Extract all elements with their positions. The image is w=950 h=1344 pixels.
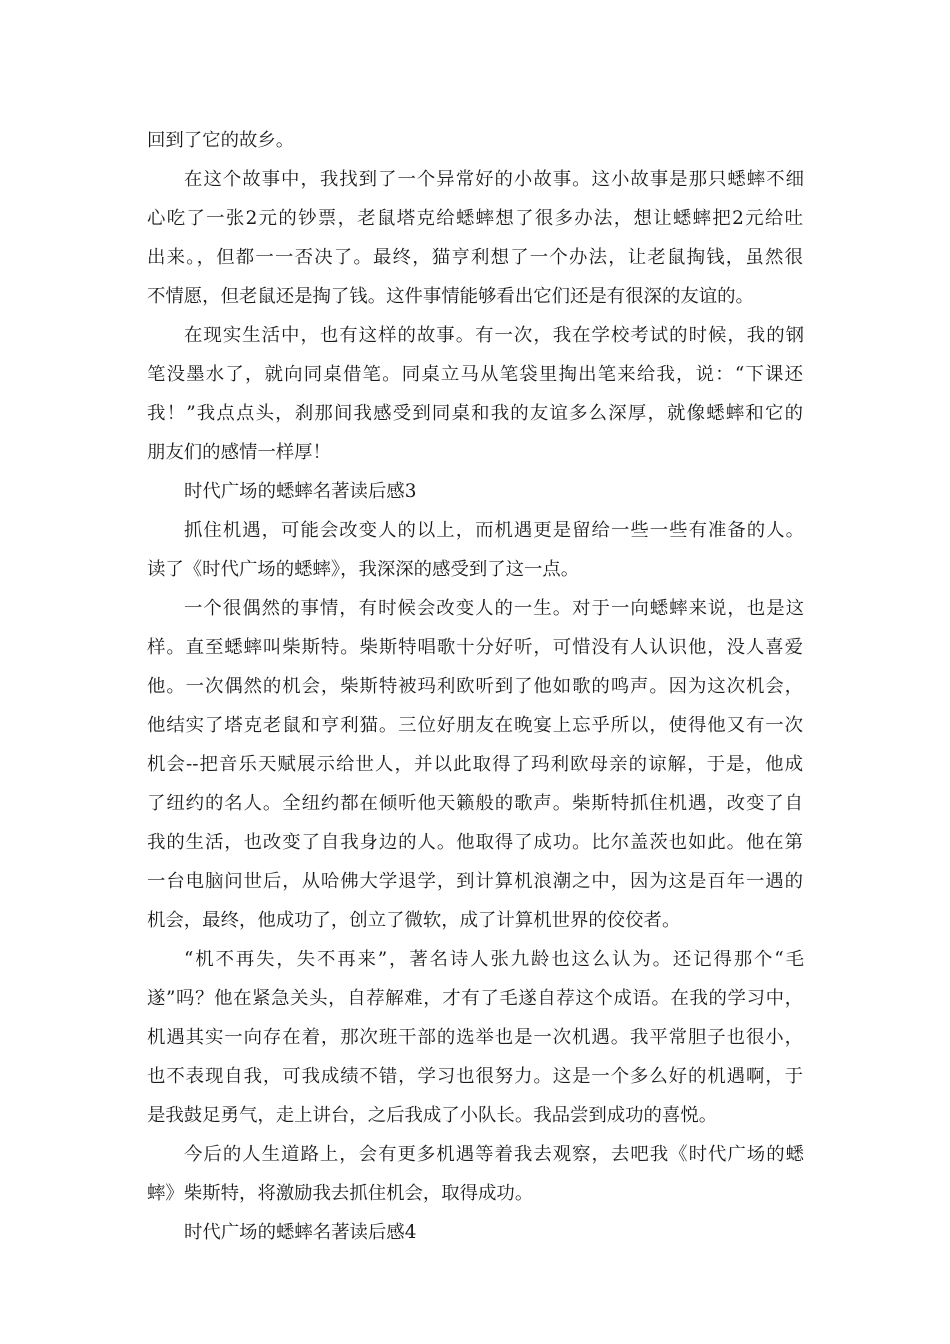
text-line: 今后的人生道路上，会有更多机遇等着我去观察，去吧我《时代广场的蟋 xyxy=(184,1144,804,1165)
text-line: 他。一次偶然的机会，柴斯特被玛利欧听到了他如歌的鸣声。因为这次机会， xyxy=(147,676,803,697)
text-line: 出来。，但都一一否决了。最终，猫亨利想了一个办法，让老鼠掏钱，虽然很 xyxy=(147,247,803,268)
section-heading: 时代广场的蟋蟀名著读后感3 xyxy=(184,481,417,502)
text-line: 我的生活，也改变了自我身边的人。他取得了成功。比尔盖茨也如此。他在第 xyxy=(147,832,803,853)
text-line: 我！”我点点头，刹那间我感受到同桌和我的友谊多么深厚，就像蟋蟀和它的 xyxy=(147,403,803,424)
text-line: 心吃了一张2元的钞票，老鼠塔克给蟋蟀想了很多办法，想让蟋蟀把2元给吐 xyxy=(147,208,803,229)
text-line: 蟀》柴斯特，将激励我去抓住机会，取得成功。 xyxy=(147,1183,534,1204)
text-line: 机会--把音乐天赋展示给世人，并以此取得了玛利欧母亲的谅解，于是，他成 xyxy=(147,754,803,775)
text-line: 一个很偶然的事情，有时候会改变人的一生。对于一向蟋蟀来说，也是这 xyxy=(184,598,804,619)
text-line: 朋友们的感情一样厚！ xyxy=(147,442,331,463)
text-line: 在现实生活中，也有这样的故事。有一次，我在学校考试的时候，我的钢 xyxy=(184,325,804,346)
text-line: 遂”吗？他在紧急关头，自荐解难，才有了毛遂自荐这个成语。在我的学习中， xyxy=(147,988,803,1009)
text-line: 机遇其实一向存在着，那次班干部的选举也是一次机遇。我平常胆子也很小， xyxy=(147,1027,803,1048)
text-line: “机不再失，失不再来”，著名诗人张九龄也这么认为。还记得那个“毛 xyxy=(184,949,804,970)
section-heading: 时代广场的蟋蟀名著读后感4 xyxy=(184,1222,417,1243)
text-line: 不情愿，但老鼠还是掏了钱。这件事情能够看出它们还是有很深的友谊的。 xyxy=(147,286,754,307)
text-line: 是我鼓足勇气，走上讲台，之后我成了小队长。我品尝到成功的喜悦。 xyxy=(147,1105,718,1126)
text-line: 机会，最终，他成功了，创立了微软，成了计算机世界的佼佼者。 xyxy=(147,910,681,931)
text-line: 回到了它的故乡。 xyxy=(147,130,295,151)
text-line: 也不表现自我，可我成绩不错，学习也很努力。这是一个多么好的机遇啊，于 xyxy=(147,1066,803,1087)
text-line: 在这个故事中，我找到了一个异常好的小故事。这小故事是那只蟋蟀不细 xyxy=(184,169,804,190)
text-line: 抓住机遇，可能会改变人的以上，而机遇更是留给一些一些有准备的人。 xyxy=(184,520,804,541)
text-line: 笔没墨水了，就向同桌借笔。同桌立马从笔袋里掏出笔来给我，说：“下课还 xyxy=(147,364,803,385)
text-line: 了纽约的名人。全纽约都在倾听他天籁般的歌声。柴斯特抓住机遇，改变了自 xyxy=(147,793,803,814)
text-line: 一台电脑问世后，从哈佛大学退学，到计算机浪潮之中，因为这是百年一遇的 xyxy=(147,871,803,892)
text-line: 读了《时代广场的蟋蟀》，我深深的感受到了这一点。 xyxy=(147,559,580,580)
text-line: 他结实了塔克老鼠和亨利猫。三位好朋友在晚宴上忘乎所以，使得他又有一次 xyxy=(147,715,803,736)
text-line: 样。直至蟋蟀叫柴斯特。柴斯特唱歌十分好听，可惜没有人认识他，没人喜爱 xyxy=(147,637,803,658)
